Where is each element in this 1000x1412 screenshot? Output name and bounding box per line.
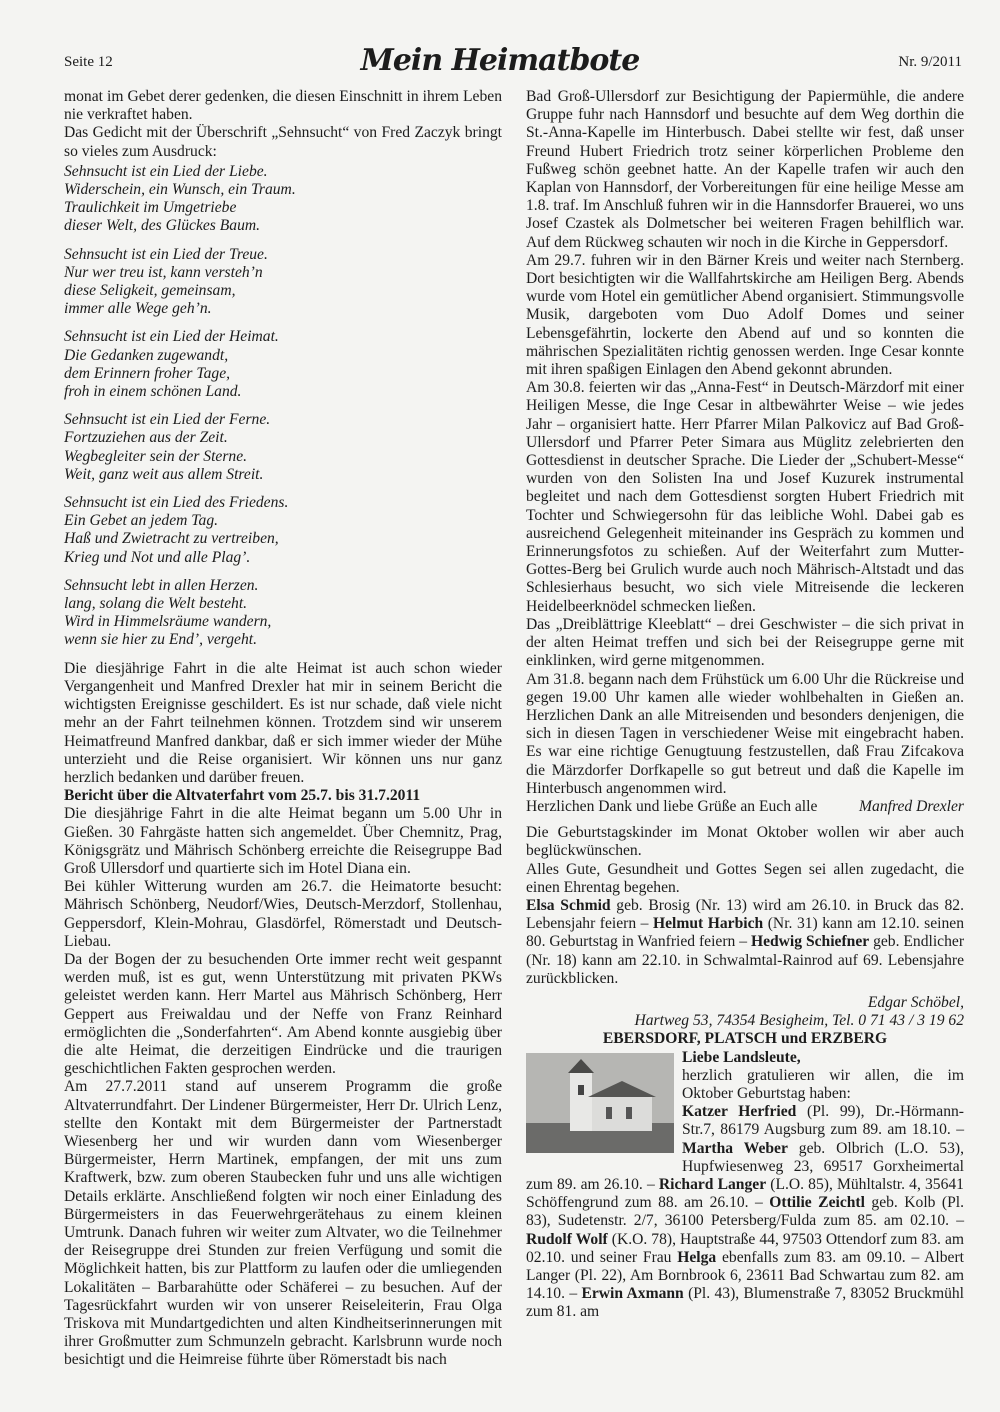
poem-line: Traulichkeit im Umgetriebe (64, 199, 237, 217)
poem-line: Weit, ganz weit aus allem Streit. (64, 465, 264, 483)
birthday-text: geb. Brosig (Nr. 13) wird am 26.10. in Bruck das 82. Lebensjahr feiern – (526, 896, 964, 933)
paragraph: Die diesjährige Fahrt in die alte Heimat ist auch schon wieder Vergangenheit und Manfred Drexler hat mir in seinem Bericht die wichtigsten Ereignisse geschildert. Es ist nur schade, daß viele nicht mehr an der Fahrt teilnehmen können. Trotzdem sind wir unserem Heimatfreund Manfred dankbar, daß er sich immer wieder der Mühe unterzieht und die Reise organisiert. Wir können uns nur ganz herzlich bedanken und darüber freuen. (64, 659, 502, 786)
birthday-text: geb. Olbrich (L.O. 53), Hupfwiesenweg 23, 69517 Gorxheimertal zum 89. am 26.10. – (526, 1139, 964, 1193)
greeting: Liebe Landsleute, (682, 1048, 801, 1066)
signature-address: Hartweg 53, 74354 Besigheim, Tel. 0 71 43 / 3 19 62 (634, 1012, 964, 1030)
birthday-text: geb. Kolb (Pl. 83), Sudetenstr. 2/7, 36100 Petersberg/Fulda zum 85. am 02.10. – (526, 1194, 965, 1230)
section-heading: Bericht über die Altvaterfahrt vom 25.7. bis 31.7.2011 (64, 787, 421, 805)
paragraph: Das Gedicht mit der Überschrift „Sehnsucht“ von Fred Zaczyk bringt so vieles zum Ausdruck: (64, 124, 502, 160)
poem-line: Fortzuziehen aus der Zeit. (64, 429, 228, 447)
masthead: Mein Heimatbote (360, 43, 640, 78)
paragraph: Am 31.8. begann nach dem Frühstück um 6.00 Uhr die Rückreise und gegen 19.00 Uhr kamen alle wieder wohlbehalten in Gießen an. Herzlichen Dank an alle Mitreisenden und besonders denjenigen, die sich in diesen Tagen in verschiedener Weise mit eingebracht haben. Es war eine richtige Genugtuung festzustellen, daß Frau Zifcakova die Märzdorfer Dorfkapelle so gut betreut und daß die Kapelle im Hinterbusch angenommen wird. (526, 670, 964, 797)
poem-line: lang, solang die Welt besteht. (64, 595, 248, 613)
birthday-text: (K.O. 78), Hauptstraße 44, 97503 Ottendorf zum 83. am 02.10. und seiner Frau (526, 1230, 964, 1266)
poem-line: diese Seligkeit, gemeinsam, (64, 282, 236, 300)
left-column (64, 88, 502, 1370)
signature-name: Edgar Schöbel, (867, 993, 964, 1011)
birthday-name: Helmut Harbich (653, 915, 764, 933)
issue-number: Nr. 9/2011 (898, 54, 962, 70)
birthday-name: Rudolf Wolf (526, 1230, 608, 1248)
poem-line: Die Gedanken zugewandt, (64, 346, 229, 364)
poem (64, 163, 502, 236)
poem-line: Krieg und Not und alle Plag’. (64, 548, 251, 566)
poem-line: Sehnsucht ist ein Lied der Liebe. (64, 162, 268, 180)
poem-line: immer alle Wege geh’n. (64, 300, 212, 318)
birthday-text: (Pl. 99), Dr.-Hörmann-Str.7, 86179 Augsburg zum 89. am 18.10. – (682, 1103, 965, 1139)
poem-line: Wird in Himmelsräume wandern, (64, 613, 272, 631)
birthday-text: (Nr. 31) kann am 12.10. seinen 80. Geburtstag in Wanfried feiern – (526, 915, 965, 951)
church-photo (526, 1053, 674, 1153)
birthday-name: Helga (677, 1248, 717, 1266)
greeting-line (526, 798, 964, 816)
poem (64, 328, 502, 401)
poem-line: Sehnsucht ist ein Lied des Friedens. (64, 494, 289, 512)
poem-line: Sehnsucht ist ein Lied der Treue. (64, 245, 268, 263)
poem (64, 411, 502, 484)
poem-line: Haß und Zwietracht zu vertreiben, (64, 530, 279, 548)
poem-line: Wegbegleiter sein der Sterne. (64, 447, 248, 465)
author-signature: Manfred Drexler (859, 797, 964, 815)
paragraph: Bei kühler Witterung wurden am 26.7. die Heimatorte besucht: Mährisch Schönberg, Neudorf/Wies, Deutsch-Merzdorf, Stollenhau, Geppersdorf, Klein-Mohrau, Glasdörfel, Römerstadt und Deutsch-Liebau. (64, 878, 502, 950)
poem (64, 246, 502, 319)
birthday-text: (L.O. 85), Mühltalstr. 4, 35641 Schöffengrund zum 88. am 26.10. – (526, 1175, 964, 1212)
paragraph: Alles Gute, Gesundheit und Gottes Segen sei allen zugedacht, die einen Ehrentag begehen. (526, 860, 964, 896)
section-heading: EBERSDORF, PLATSCH und ERZBERG (602, 1030, 888, 1048)
poem (64, 494, 502, 567)
right-column (526, 88, 964, 1322)
birthday-name: Erwin Axmann (581, 1285, 684, 1303)
paragraph: Das „Dreiblättrige Kleeblatt“ – drei Geschwister – die sich privat in der alten Heimat treffen und sich bei der Reisegruppe gerne mit einklinken, wird gerne mitgenommen. (526, 615, 964, 670)
paragraph: Die diesjährige Fahrt in die alte Heimat begann um 5.00 Uhr in Gießen. 30 Fahrgäste hatten sich angemeldet. Über Chemnitz, Prag, Königsgrätz und Mährisch Schönberg erreichte die Reisegruppe Bad Groß Ullersdorf und quartierte sich im Hotel Diana ein. (64, 805, 502, 877)
poem-line: Nur wer treu ist, kann versteh’n (64, 263, 263, 281)
paragraph: Am 27.7.2011 stand auf unserem Programm die große Altvaterrundfahrt. Der Lindener Bürgermeister, Herr Dr. Ulrich Lenz, stellte den Kontakt mit dem Bürgermeister der Partnerstadt Wiesenberg her und wir wurden dann vom Wiesenberger Bürgermeister, Herrn Martinek, empfangen, der mit uns zum Kraftwerk, bzw. zum oberen Staubecken fuhr und uns alle wichtigen Details erklärte. Anschließend folgten wir noch einer Einladung des Bürgermeisters in das Feuerwehrgerätehaus zu einem kleinen Umtrunk. Danach fuhren wir weiter zum Altvater, wo die Teilnehmer der Reisegruppe drei Stunden zur freien Verfügung und somit die Möglichkeit hatten, bis zur Plattform zu laufen oder die umliegenden Lokalitäten – Barbarahütte oder Schäferei – zu besuchen. Auf der Tagesrückfahrt wurden wir von unserer Reiseleiterin, Frau Olga Triskova mit Mundartgedichten und alten Kindheitserinnerungen mit ihrer Großmutter zum Schmunzeln gebracht. Karlsbrunn wurde noch besichtigt und die Heimreise führte über Römerstadt bis nach (64, 1078, 502, 1369)
birthday-text: geb. Endlicher (Nr. 18) kann am 22.10. in Schwalmtal-Rainrod auf 69. Lebensjahre zurückblicken. (526, 933, 965, 987)
poem-line: Ein Gebet an jedem Tag. (64, 512, 219, 530)
birthday-name: Katzer Herfried (682, 1103, 797, 1121)
intro: herzlich gratulieren wir allen, die im Oktober Geburtstag haben: (682, 1066, 964, 1102)
birthday-name: Ottilie Zeichtl (769, 1194, 865, 1212)
church-photo-image (526, 1053, 674, 1153)
birthday-text: ebenfalls zum 83. am 09.10. – Albert Langer (Pl. 22), Am Bornbrook 6, 23611 Bad Schwartau zum 82. am 14.10. – (526, 1248, 964, 1303)
poem-line: Sehnsucht lebt in allen Herzen. (64, 576, 259, 594)
birthday-name: Elsa Schmid (526, 896, 611, 914)
page-number: Seite 12 (64, 54, 113, 70)
paragraph: Am 29.7. fuhren wir in den Bärner Kreis und weiter nach Sternberg. Dort besichtigten wir die Wallfahrtskirche am Heiligen Berg. Abends wurde vom Hotel ein gemütlicher Abend organisiert. Stimmungsvolle Musik, dargeboten vom Duo Adolf Domes und seiner Lebensgefährtin, lockerte den Abend auf und so konnten die mährischen Spezialitäten richtig genossen werden. Inge Cesar konnte mit ihren spaßigen Einlagen den Abend gekonnt abrunden. (526, 251, 964, 379)
poem-line: Sehnsucht ist ein Lied der Ferne. (64, 411, 271, 429)
poem-line: dieser Welt, des Glückes Baum. (64, 217, 261, 235)
birthday-name: Hedwig Schiefner (750, 933, 870, 951)
greeting-text: Herzlichen Dank und liebe Grüße an Euch alle (526, 797, 818, 815)
paragraph: Da der Bogen der zu besuchenden Orte immer recht weit gespannt werden muß, ist es gut, wenn Unterstützung mit privaten PKWs geleistet werden kann. Herr Martel aus Mährisch Schönberg, Herr Geppert aus Freiwaldau und der Neffe von Franz Reinhard ermöglichten die „Sonderfahrten“. Am Abend konnte ausgiebig über die alte Heimat, die derzeitigen Eindrücke und die traurigen geschichtlichen Fakten gesprochen werden. (64, 950, 502, 1078)
poem-line: Sehnsucht ist ein Lied der Heimat. (64, 328, 279, 346)
birthday-name: Martha Weber (682, 1139, 788, 1157)
poem-line: wenn sie hier zu End’, vergeht. (64, 631, 258, 649)
paragraph: Bad Groß-Ullersdorf zur Besichtigung der Papiermühle, die andere Gruppe fuhr nach Hannsdorf und besuchte auf dem Weg dorthin die St.-Anna-Kapelle im Hinterbusch. Dabei stellte wir fest, daß unser Freund Hubert Friedrich trotz seiner körperlichen Probleme den Fußweg schön geebnet hatte. An der Kapelle trafen wir auch den Kaplan von Hannsdorf, der Vorbereitungen für eine heilige Messe am 1.8. traf. Im Anschluß fuhren wir in die Hannsdorfer Brauerei, wo uns Josef Czastek als Dolmetscher bei weiteren Fragen behilflich war. Auf dem Rückweg schauten wir noch in die Kirche in Geppersdorf. (526, 88, 964, 251)
paragraph: Am 30.8. feierten wir das „Anna-Fest“ in Deutsch-Märzdorf mit einer Heiligen Messe, die Inge Cesar in altbewährter Weise – wie jedes Jahr – organisiert hatte. Herr Pfarrer Milan Palkovicz auf Bad Groß-Ullersdorf und Pfarrer Peter Simara aus Müglitz zelebrierten den Gottesdienst in deutscher Sprache. Die Lieder der „Schubert-Messe“ wurden von den Solisten Ina und Josef Kuzurek instrumental begleitet und nach dem Gottesdienst sorgten Hubert Friedrich mit Tochter und Schwiegersohn für das leibliche Wohl. Dabei gab es ausreichend Gelegenheit miteinander ins Gespräch zu kommen und Erinnerungsfotos zu schießen. Auf der Weiterfahrt zum Mutter-Gottes-Berg bei Grulich wurde auch noch Mährisch-Altstadt und das Schlesierhaus besucht, wo sich viele Mitreisende die leckeren Heidelbeerknödel schmecken ließen. (526, 379, 964, 615)
birthday-paragraph (526, 897, 964, 988)
paragraph: Die Geburtstagskinder im Monat Oktober wollen wir aber auch beglückwünschen. (526, 824, 964, 860)
paragraph: monat im Gebet derer gedenken, die diesen Einschnitt in ihrem Leben nie verkraftet haben. (64, 88, 502, 124)
page-header (0, 44, 1000, 84)
poem (64, 577, 502, 650)
poem-line: dem Erinnern froher Tage, (64, 364, 231, 382)
poem-line: froh in einem schönen Land. (64, 383, 242, 401)
birthday-name: Richard Langer (658, 1175, 767, 1193)
birthday-text: (Pl. 43), Blumenstraße 7, 83052 Bruckmühl zum 81. am (526, 1285, 964, 1321)
poem-line: Widerschein, ein Wunsch, ein Traum. (64, 181, 296, 199)
